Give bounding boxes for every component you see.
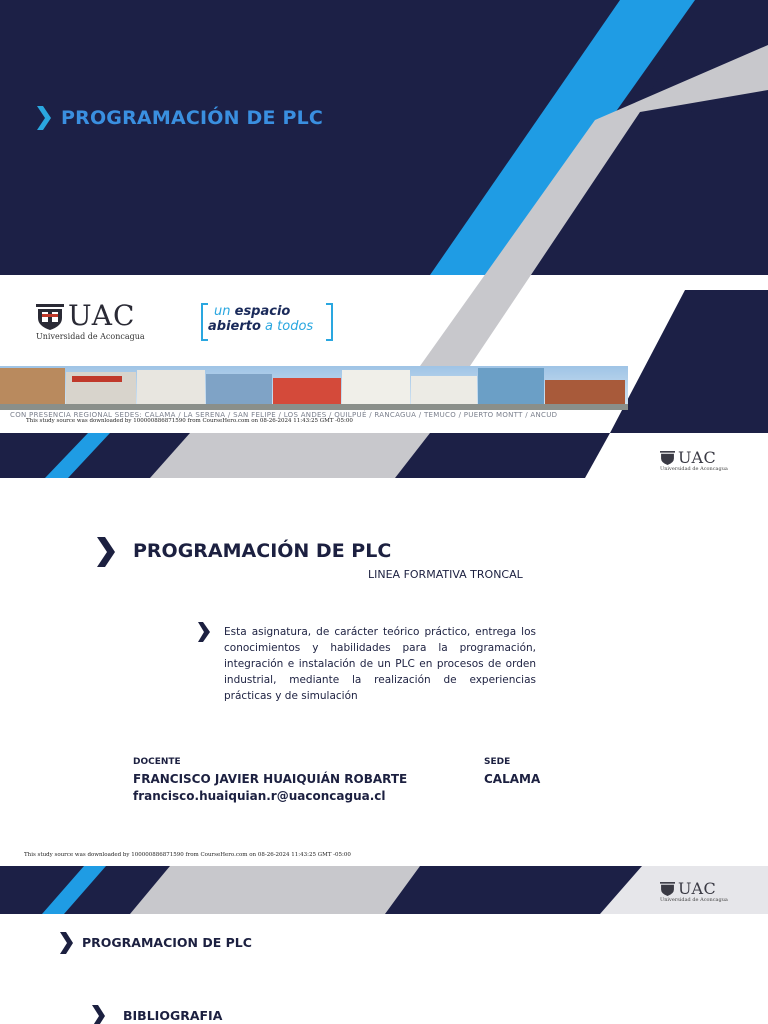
chevron-right-icon [37,106,51,130]
slogan-logo [200,302,334,342]
chevron-right-icon [198,622,210,642]
chevron-right-icon [92,1005,105,1024]
slide-course-info [0,478,768,866]
footer-logo-text: UAC [678,448,717,467]
uac-shield-icon [660,451,675,465]
sede-label: SEDE [484,757,511,767]
slogan-line-2: abierto a todos [208,319,314,334]
regional-sedes-text: CON PRESENCIA REGIONAL SEDES: CALAMA / LA SERENA / SAN FELIPE / LOS ANDES / QUILPUÉ / RANCAGUA / TEMUCO / PUERTO MONTT / ANCUD [10,411,558,419]
header-logo-subtitle: Universidad de Aconcagua [660,897,728,903]
uac-logo-subtitle: Universidad de Aconcagua [36,332,145,341]
chevron-right-icon [97,537,115,567]
course-title: PROGRAMACIÓN DE PLC [133,540,392,562]
chevron-right-icon [60,932,73,954]
header-band [0,866,768,914]
study-source-note: This study source was downloaded by 100000886871590 from CourseHero.com on 08-26-2024 11:43:25 GMT -05:00 [24,852,351,858]
docente-email: francisco.huaiquian.r@uaconcagua.cl [133,789,386,803]
footer-logo-subtitle: Universidad de Aconcagua [660,466,728,472]
footer-uac-logo [660,450,744,476]
uac-logo-text: UAC [68,299,136,332]
slide-cover [0,0,768,478]
uac-logo [36,299,166,344]
uac-shield-icon [36,304,64,330]
campus-photo-strip [0,366,628,410]
uac-shield-icon [660,882,675,896]
slogan-line-1: un espacio [214,304,291,319]
study-source-note: This study source was downloaded by 100000886871590 from CourseHero.com on 08-26-2024 11:43:25 GMT -05:00 [26,418,353,424]
section-title: PROGRAMACION DE PLC [82,935,252,950]
cover-title: PROGRAMACIÓN DE PLC [61,107,324,129]
bibliography-heading: BIBLIOGRAFIA [123,1008,223,1023]
sede-value: CALAMA [484,772,541,786]
course-subtitle: LINEA FORMATIVA TRONCAL [368,568,523,581]
course-description: Esta asignatura, de carácter teórico práctico, entrega los conocimientos y habilidades para la programación, integración e instalación de un PLC en procesos de orden industrial, mediante la realización de experiencias prácticas y de simulación [224,626,536,702]
slide-bibliography [0,866,768,1024]
docente-name: FRANCISCO JAVIER HUAIQUIÁN ROBARTE [133,772,408,786]
header-uac-logo [660,881,744,907]
header-logo-text: UAC [678,879,717,898]
docente-label: DOCENTE [133,757,181,767]
